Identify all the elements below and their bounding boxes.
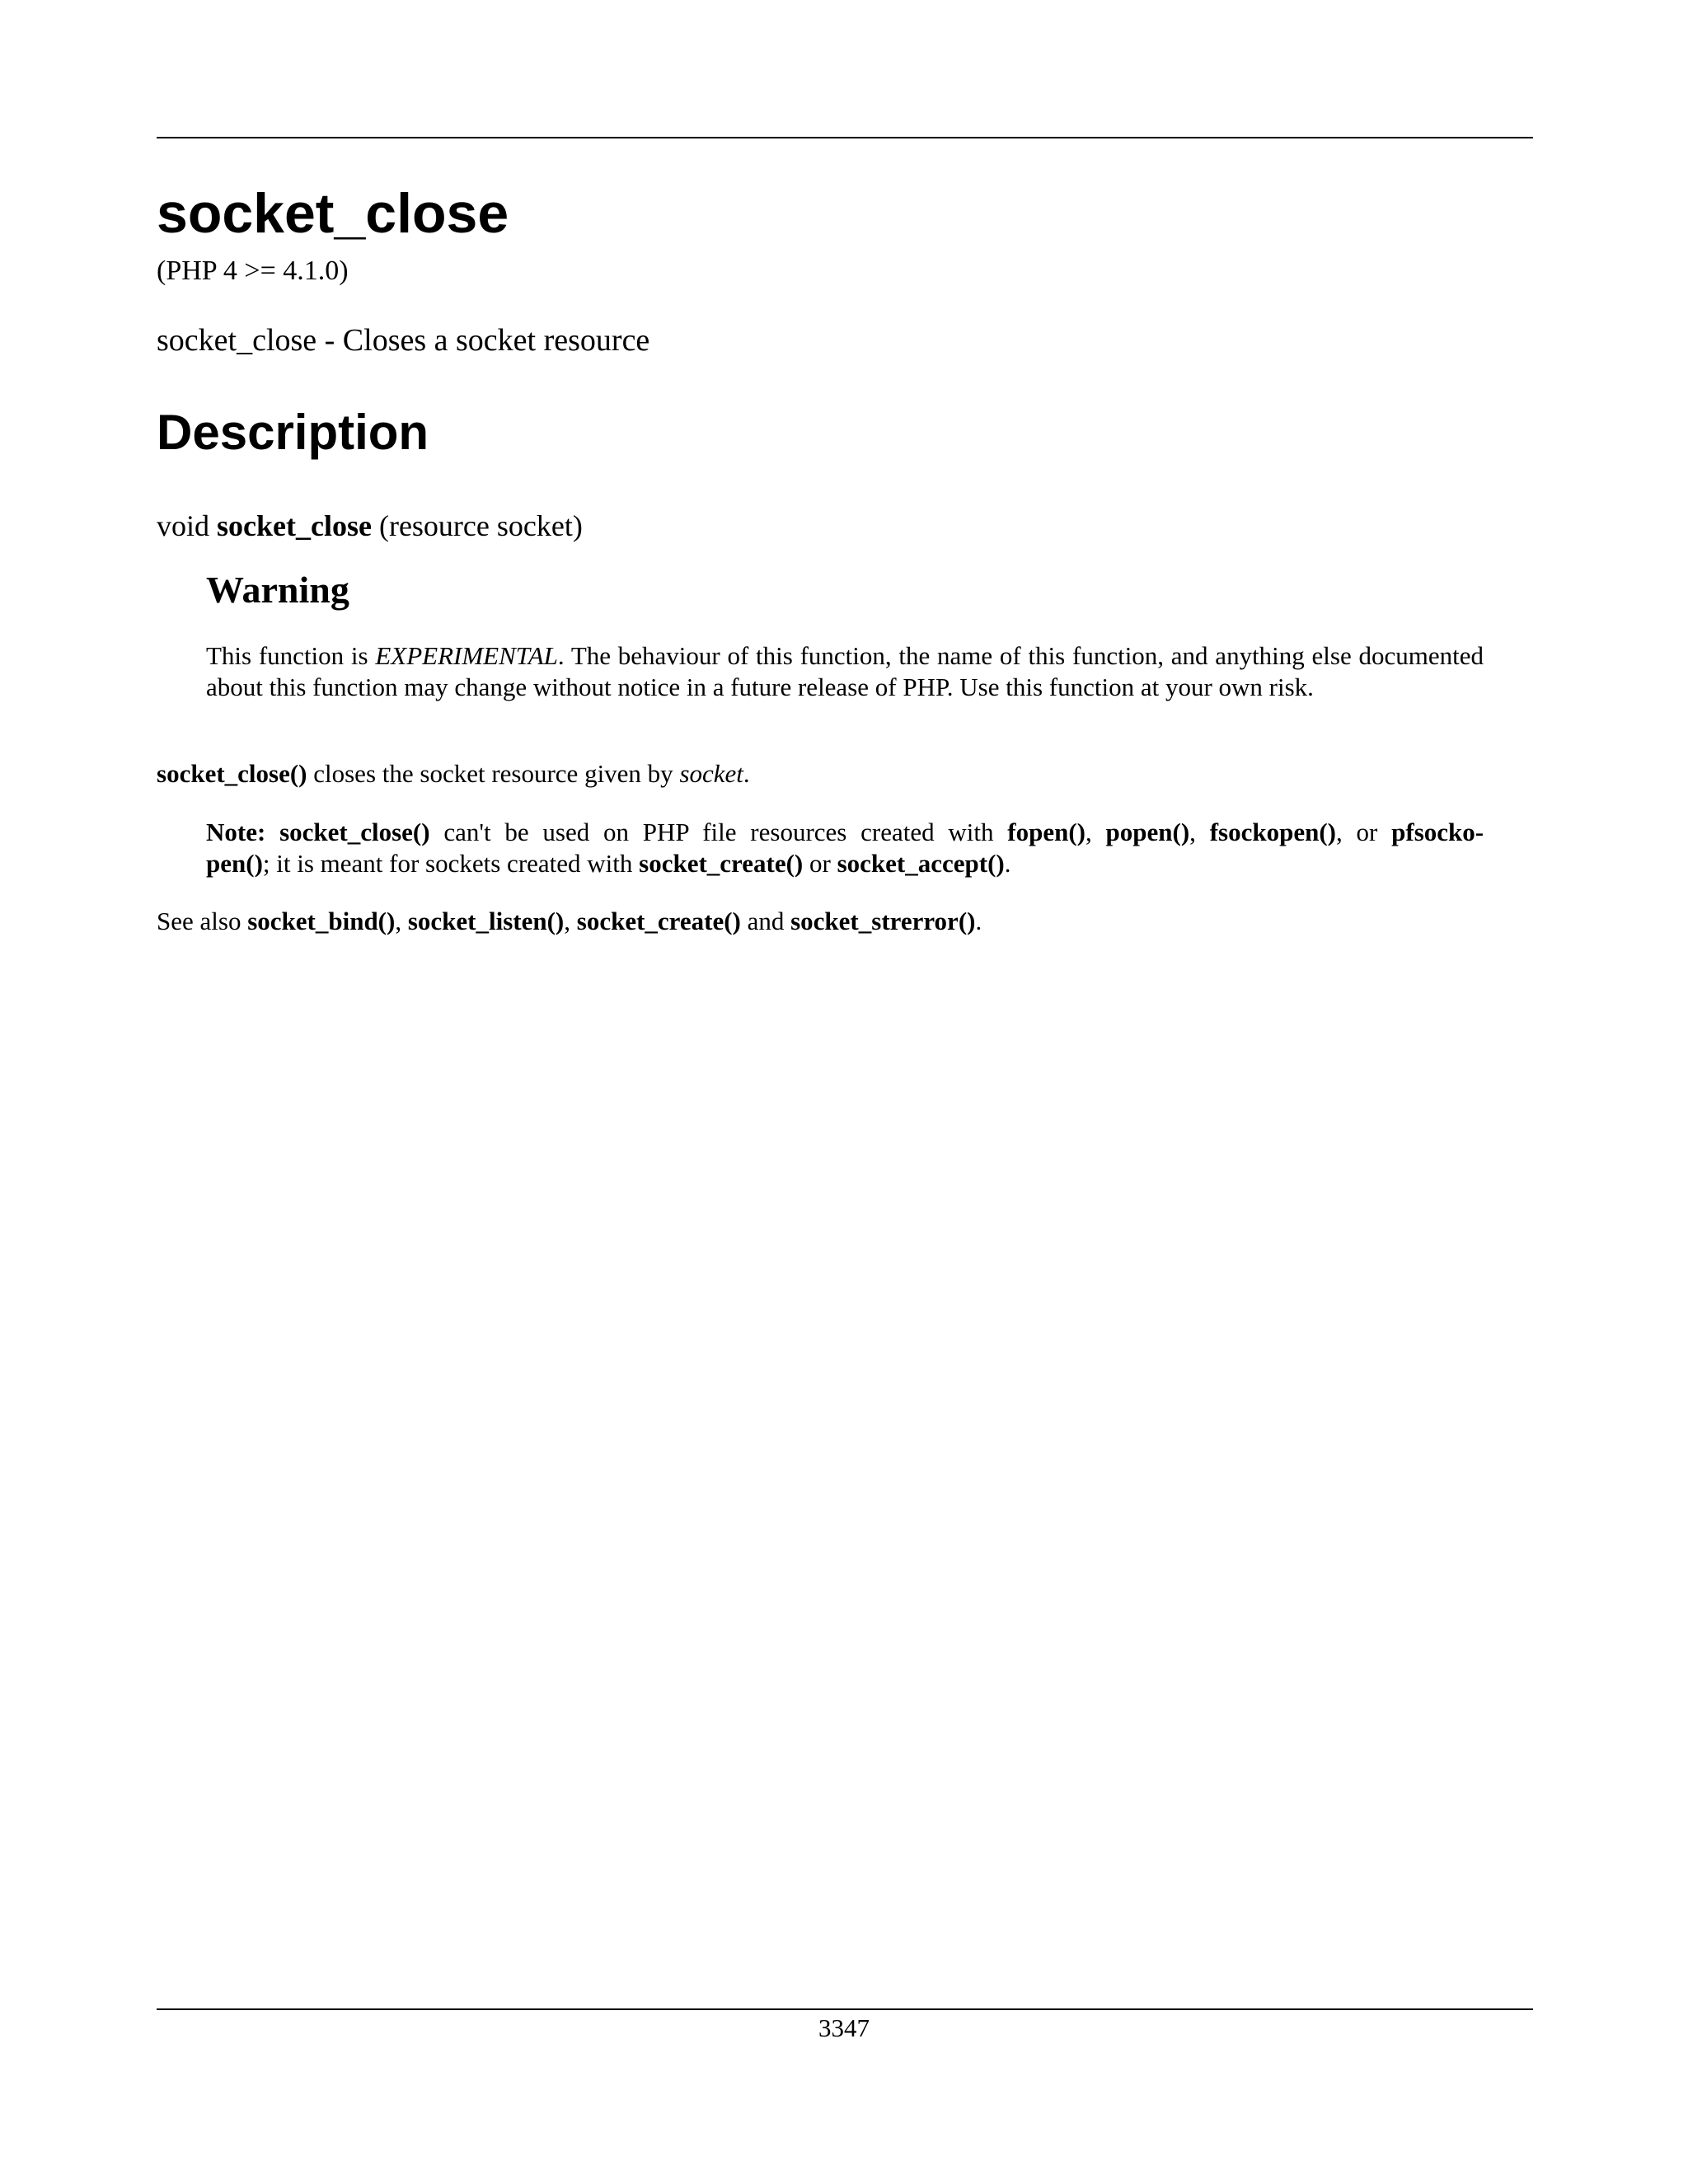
refname-purpose: socket_close - Closes a socket resource bbox=[157, 323, 650, 358]
function-synopsis bbox=[157, 510, 583, 543]
func-ref-pfsockopen-part2: pen() bbox=[206, 848, 263, 878]
note-sep-3: , or bbox=[1335, 818, 1378, 846]
note-text-1: can't be used on PHP file resources created with bbox=[443, 818, 994, 846]
func-ref-socket-listen: socket_listen() bbox=[407, 907, 565, 935]
func-ref-socket-strerror: socket_strerror() bbox=[790, 907, 976, 935]
func-ref-popen: popen() bbox=[1105, 818, 1190, 846]
warning-text-after: . The behaviour of this function, the name of this function, and anything else documented about this function may change without notice in a future release of PHP. Use this function at your own risk. bbox=[206, 641, 1484, 701]
note-sep-2: , bbox=[1189, 818, 1196, 846]
para1-text: closes the socket resource given by bbox=[313, 759, 673, 788]
synopsis-function-name: socket_close bbox=[217, 509, 372, 542]
description-paragraph bbox=[157, 758, 1533, 790]
func-ref-socket-bind: socket_bind() bbox=[247, 907, 396, 935]
note-line-2 bbox=[206, 848, 1484, 879]
note-label: Note: bbox=[206, 818, 266, 846]
func-ref-pfsockopen-part1: pfsocko- bbox=[1391, 818, 1484, 846]
note-func: socket_close() bbox=[279, 818, 430, 846]
func-ref-fsockopen: fsockopen() bbox=[1209, 818, 1336, 846]
version-info: (PHP 4 >= 4.1.0) bbox=[157, 255, 349, 286]
func-ref-socket-create-2: socket_create() bbox=[576, 907, 741, 935]
warning-title: Warning bbox=[206, 569, 349, 611]
func-ref-socket-create: socket_create() bbox=[639, 848, 804, 878]
header-rule bbox=[157, 137, 1533, 138]
see-also-sep-1: , bbox=[395, 907, 402, 935]
func-ref-socket-close: socket_close() bbox=[157, 759, 307, 788]
para1-end: . bbox=[743, 759, 750, 788]
note-text-2: ; it is meant for sockets created with bbox=[262, 848, 633, 878]
warning-text bbox=[206, 640, 1484, 702]
page-title: socket_close bbox=[157, 182, 509, 245]
note-line-1 bbox=[206, 817, 1484, 848]
warning-emphasis: EXPERIMENTAL bbox=[375, 641, 558, 670]
page-number: 3347 bbox=[818, 2013, 870, 2042]
see-also-end: . bbox=[975, 907, 982, 935]
synopsis-return-type: void bbox=[157, 509, 210, 542]
see-also-label: See also bbox=[157, 907, 241, 935]
param-socket: socket bbox=[679, 759, 743, 788]
warning-text-before: This function is bbox=[206, 641, 368, 670]
note-sep-1: , bbox=[1085, 818, 1092, 846]
func-ref-fopen: fopen() bbox=[1007, 818, 1085, 846]
synopsis-params: (resource socket) bbox=[378, 509, 583, 542]
note-or: or bbox=[809, 848, 831, 878]
description-heading: Description bbox=[157, 405, 429, 460]
see-also-and: and bbox=[747, 907, 785, 935]
see-also-sep-2: , bbox=[564, 907, 570, 935]
note-end: . bbox=[1004, 848, 1011, 878]
footer-rule bbox=[157, 2008, 1533, 2010]
func-ref-socket-accept: socket_accept() bbox=[837, 848, 1005, 878]
see-also bbox=[157, 906, 1533, 937]
note-block bbox=[206, 817, 1484, 879]
